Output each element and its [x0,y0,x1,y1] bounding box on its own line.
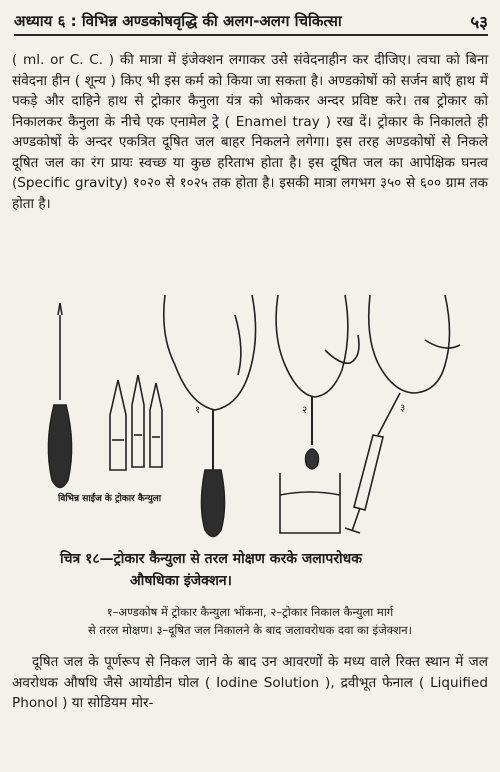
caption-line-2: औषधिका इंजेक्शन। [130,573,232,589]
paragraph-2-text: दूषित जल के पूर्णरूप से निकल जाने के बाद उन आवरणों के मध्य वाले रिक्त स्थान में जल अवरोधक औषधि जैसे आयोडीन घोल ( Iodine Solution ), द्रवीभूत फेनाल ( Liquified Phonol ) या सोडियम मोर- [12,654,488,711]
fluid-drop [306,449,319,469]
body-paragraph-1: ( ml. or C. C. ) की मात्रा में इंजेक्शन लगाकर उसे संवेदनाहीन कर दीजिए। त्वचा को बिना संवेदना हीन ( शून्य ) किए भी इस कर्म को किया जा सकता है। अण्डकोषों को सर्जन बाएँ हाथ में पकड़े और दाहिने हाथ से ट्रोकार कैनुला यंत्र को भोककर अन्दर प्रविष्ट करे। तब ट्रोकार को निकालकर कैनुला के नीचे एक एनामेल ट्रे ( Enamel tray ) रख दें। ट्रोकार के निकालते ही अण्डकोषों के अन्दर एकत्रित दूषित जल बाहर निकलने लगेगा। इस तरह अण्डकोषों से निकले दूषित जल का रंग प्रायः स्वच्छ या कुछ हरिताभ होता है। इस दूषित जल का आपेक्षिक घनत्व (Specific gravity) १०२० से १०२५ तक होता है। इसकी मात्रा लगभग ३५० से ६०० ग्राम तक होता है। [12,52,488,212]
figure-marker-3: ३ [400,403,406,414]
figure-marker-1: १ [195,405,201,416]
scrotum-1 [164,295,256,410]
syringe-plunger [352,508,360,531]
syringe-needle [378,393,400,435]
trocar-illustration [40,295,470,545]
scrotum-3 [369,295,450,393]
enamel-tray [280,473,340,533]
running-header [14,8,488,36]
body-paragraph-2 [12,652,488,714]
trocar-cannula-figure [40,295,470,545]
trocar-small-2 [132,375,144,467]
scrotum-2 [276,295,348,397]
syringe-barrel [354,435,383,510]
figure-marker-2: २ [302,405,308,416]
cannula-1-handle [202,470,225,537]
trocar-small-1 [110,380,126,470]
trocar-handle [48,405,71,488]
caption-line-1: चित्र १८—ट्रोकार कैन्युला से तरल मोक्षण करके जलापरोधक [60,551,363,567]
chapter-title: अध्याय ६ : विभिन्न अण्डकोषवृद्धि की अलग-अलग चिकित्सा [14,12,342,30]
page-number: ५३ [470,12,488,33]
legend-line-2: से तरल मोक्षण। ३–दूषित जल निकालने के बाद जलावरोधक दवा का इंजेक्शन। [87,623,413,637]
figure-sublabel: विभिन्न साईज के ट्रोकार कैन्युला [58,494,162,504]
trocar-tip [58,303,62,315]
legend-line-1: १–अण्डकोष में ट्रोकार कैन्युला भोंकना, २–ट्रोकार निकाल कैन्युला मार्ग [106,605,394,619]
figure-legend [12,603,488,639]
trocar-small-3 [150,383,162,467]
figure-caption [60,548,460,592]
